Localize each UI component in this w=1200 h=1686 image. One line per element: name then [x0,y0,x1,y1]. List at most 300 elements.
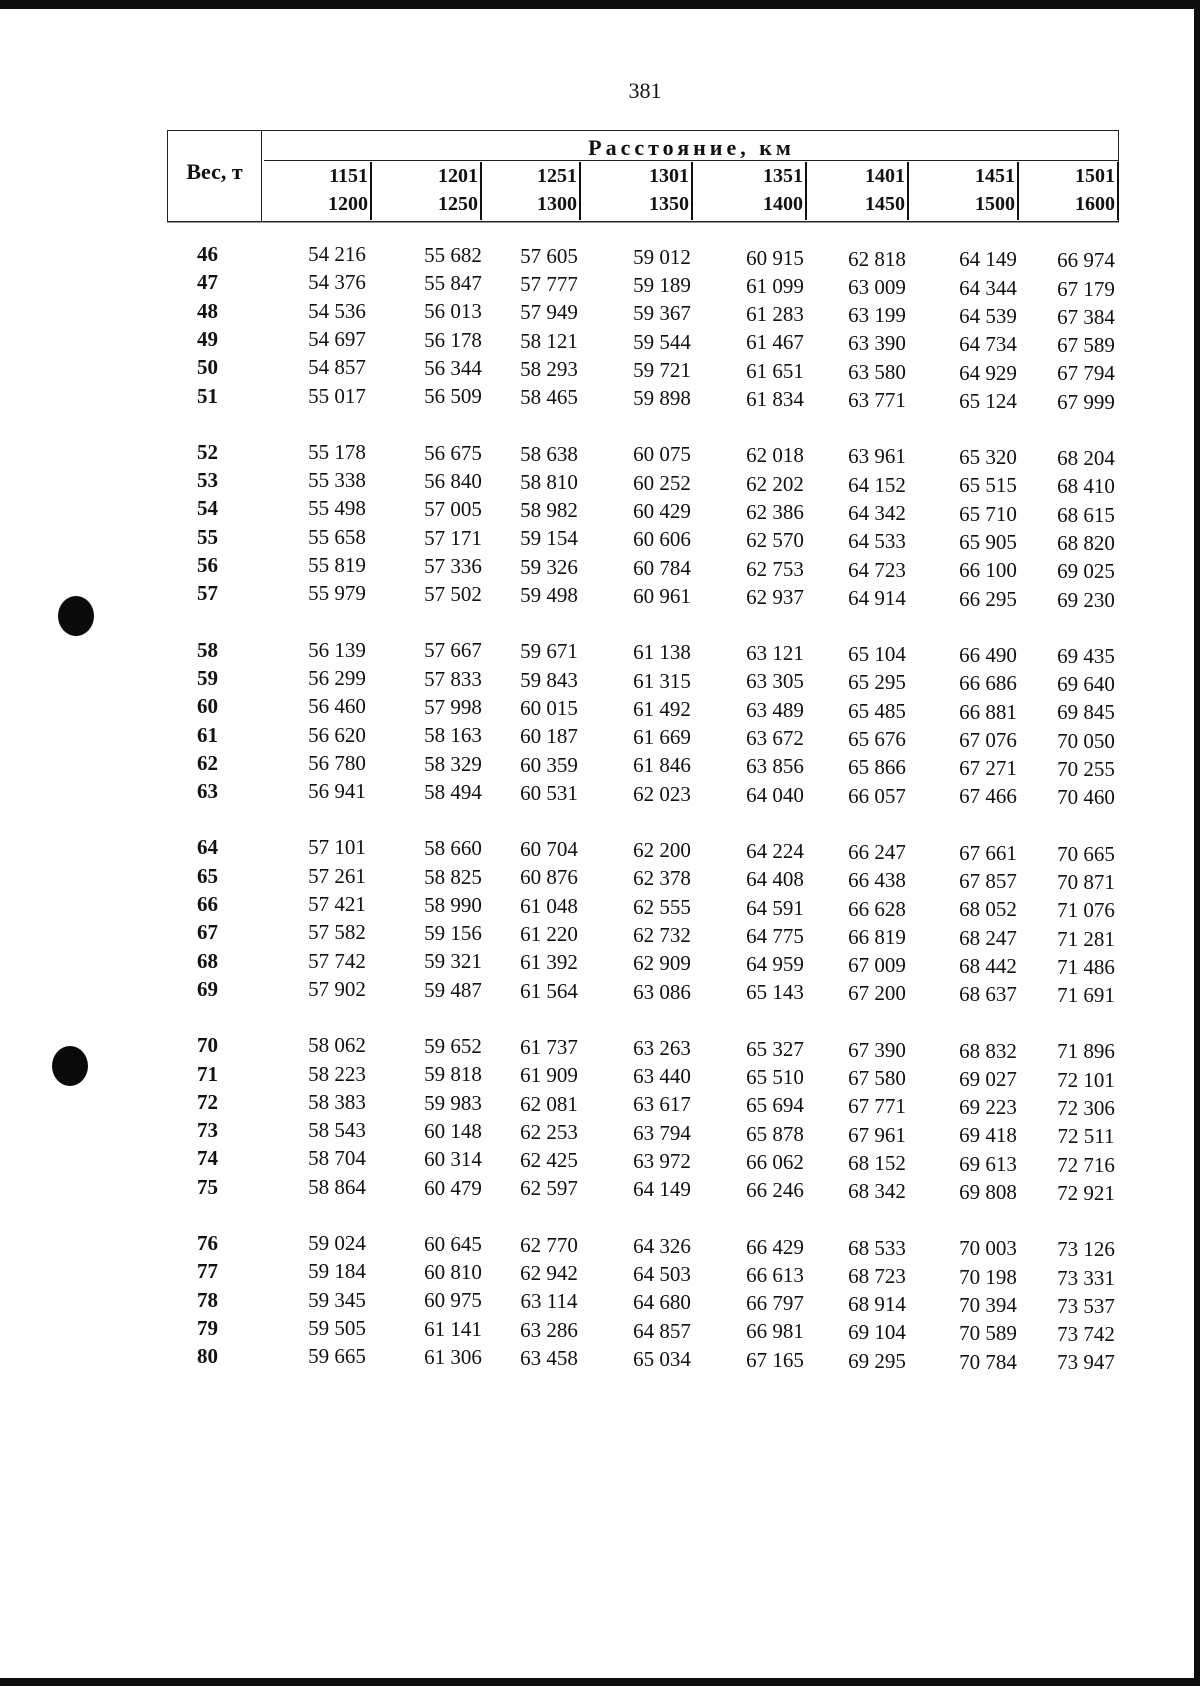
table-row [0,525,1200,553]
value-cell: 64 723 [848,557,906,582]
value-cell: 64 914 [848,585,906,610]
value-cell: 67 961 [848,1122,906,1147]
weight-cell: 67 [197,920,218,945]
value-cell: 65 320 [959,445,1017,470]
value-cell: 60 429 [633,499,691,524]
distance-range-header [377,162,482,220]
value-cell: 60 784 [633,555,691,580]
value-cell: 60 876 [520,865,578,890]
weight-cell: 53 [197,468,218,493]
value-cell: 63 458 [520,1345,578,1370]
value-cell: 57 833 [424,666,482,691]
table-row [0,355,1200,386]
range-from: 1351 [763,165,803,187]
table-header [167,130,1119,223]
table-row [0,1118,1200,1149]
weight-cell: 57 [197,581,218,606]
value-cell: 65 878 [746,1121,804,1146]
value-cell: 66 295 [959,586,1017,611]
value-cell: 63 672 [746,726,804,751]
value-cell: 57 605 [520,243,578,268]
value-cell: 70 784 [959,1349,1017,1374]
value-cell: 59 983 [424,1090,482,1115]
value-cell: 59 671 [520,639,578,664]
value-cell: 60 704 [520,837,578,862]
value-cell: 69 418 [959,1123,1017,1148]
value-cell: 58 543 [308,1118,366,1143]
value-cell: 64 680 [633,1290,691,1315]
value-cell: 58 660 [424,836,482,861]
value-cell: 57 502 [424,582,482,607]
table-row [0,1089,1200,1121]
value-cell: 62 081 [520,1091,578,1116]
value-cell: 70 871 [1057,869,1115,894]
weight-cell: 73 [197,1118,218,1143]
value-cell: 57 171 [424,525,482,550]
value-cell: 56 840 [424,468,482,493]
weight-cell: 52 [197,439,218,464]
value-cell: 60 915 [746,245,804,270]
table-body-rule [167,222,1119,223]
value-cell: 64 539 [959,303,1017,328]
value-cell: 64 408 [746,867,804,892]
value-cell: 70 460 [1057,785,1115,810]
value-cell: 65 905 [959,530,1017,555]
value-cell: 59 367 [633,301,691,326]
value-cell: 64 959 [746,952,804,977]
value-cell: 62 378 [633,866,691,891]
value-cell: 55 819 [308,553,366,577]
value-cell: 57 261 [308,863,366,888]
value-cell: 58 864 [308,1174,366,1199]
value-cell: 69 223 [959,1095,1017,1120]
value-cell: 65 143 [746,980,804,1005]
value-cell: 62 909 [633,951,691,976]
value-cell: 59 721 [633,357,691,382]
table-row [0,864,1200,892]
value-cell: 60 148 [424,1118,482,1143]
value-cell: 67 271 [959,756,1017,781]
value-cell: 60 810 [424,1260,482,1285]
range-to: 1500 [975,193,1015,215]
value-cell: 68 533 [848,1235,906,1260]
value-cell: 55 498 [308,496,366,521]
value-cell: 60 359 [520,752,578,777]
value-cell: 69 640 [1057,672,1115,697]
range-to: 1450 [865,193,905,215]
value-cell: 71 896 [1057,1039,1115,1064]
value-cell: 64 344 [959,275,1017,300]
value-cell: 63 771 [848,388,906,412]
value-cell: 72 716 [1057,1152,1115,1177]
value-cell: 59 818 [424,1062,482,1087]
value-cell: 68 820 [1057,530,1115,555]
value-cell: 61 651 [746,358,804,383]
value-cell: 70 394 [959,1292,1017,1317]
value-cell: 64 224 [746,838,804,863]
value-cell: 54 536 [308,298,366,323]
value-cell: 54 697 [308,326,366,351]
table-row [0,1033,1200,1064]
weight-cell: 61 [197,722,218,747]
table-row [0,326,1200,358]
distance-range-header [267,162,372,220]
value-cell: 63 305 [746,669,804,694]
value-cell: 61 306 [424,1345,482,1370]
value-cell: 61 220 [520,922,578,947]
value-cell: 60 252 [633,470,691,495]
value-cell: 62 570 [746,528,804,553]
weight-cell: 72 [197,1089,218,1114]
value-cell: 58 638 [520,441,578,466]
value-cell: 59 505 [308,1315,366,1340]
weight-cell: 75 [197,1174,218,1199]
value-cell: 67 179 [1057,276,1115,301]
weight-cell: 77 [197,1259,218,1284]
value-cell: 61 737 [520,1034,578,1059]
value-cell: 67 009 [848,953,906,978]
value-cell: 58 163 [424,723,482,748]
table-row [0,553,1200,584]
value-cell: 67 580 [848,1066,906,1090]
value-cell: 58 223 [308,1061,366,1086]
value-cell: 55 178 [308,439,366,464]
value-cell: 72 101 [1057,1067,1115,1092]
value-cell: 65 694 [746,1093,804,1118]
value-cell: 59 154 [520,526,578,551]
value-cell: 66 797 [746,1291,804,1316]
value-cell: 63 794 [633,1120,691,1145]
value-cell: 70 589 [959,1321,1017,1346]
value-cell: 68 410 [1057,474,1115,499]
weight-cell: 56 [197,553,218,577]
value-cell: 59 321 [424,949,482,974]
value-cell: 63 086 [633,979,691,1004]
range-to: 1300 [537,193,577,215]
header-divider [264,160,1119,161]
range-from: 1251 [537,165,577,187]
value-cell: 58 704 [308,1146,366,1171]
value-cell: 66 490 [959,642,1017,667]
weight-cell: 80 [197,1344,218,1369]
value-cell: 66 974 [1057,248,1115,273]
value-cell: 63 199 [848,303,906,328]
value-cell: 66 429 [746,1234,804,1259]
value-cell: 61 909 [520,1063,578,1088]
value-cell: 71 691 [1057,983,1115,1008]
table-row [0,439,1200,471]
value-cell: 61 315 [633,668,691,693]
weight-cell: 76 [197,1231,218,1255]
value-cell: 59 544 [633,329,691,354]
weight-cell: 62 [197,750,218,775]
value-cell: 60 314 [424,1147,482,1172]
value-cell: 61 138 [633,640,691,665]
value-cell: 70 198 [959,1264,1017,1289]
value-cell: 67 390 [848,1037,906,1062]
range-from: 1451 [975,165,1015,187]
value-cell: 66 881 [959,699,1017,724]
value-cell: 65 515 [959,473,1017,498]
value-cell: 67 076 [959,727,1017,752]
value-cell: 70 050 [1057,728,1115,753]
value-cell: 62 202 [746,471,804,496]
value-cell: 72 306 [1057,1096,1115,1121]
value-cell: 58 982 [520,498,578,523]
value-cell: 56 675 [424,440,482,465]
value-cell: 65 034 [633,1346,691,1371]
value-cell: 68 914 [848,1292,906,1317]
value-cell: 60 075 [633,442,691,467]
weight-cell: 66 [197,892,218,916]
range-from: 1151 [329,165,368,187]
distance-range-header [913,162,1019,220]
value-cell: 59 184 [308,1259,366,1284]
value-cell: 68 342 [848,1179,906,1204]
value-cell: 62 253 [520,1119,578,1144]
value-cell: 58 062 [308,1033,366,1058]
weight-column-header: Вес, т [167,131,262,221]
weight-cell: 54 [197,496,218,521]
value-cell: 60 187 [520,724,578,749]
value-cell: 69 027 [959,1066,1017,1091]
range-to: 1250 [438,193,478,215]
value-cell: 55 682 [424,242,482,267]
value-cell: 57 777 [520,272,578,297]
value-cell: 70 255 [1057,757,1115,782]
value-cell: 60 015 [520,695,578,720]
weight-cell: 71 [197,1061,218,1086]
value-cell: 62 770 [520,1232,578,1257]
weight-cell: 78 [197,1287,218,1312]
value-cell: 63 972 [633,1149,691,1174]
table-row [0,638,1200,666]
value-cell: 56 178 [424,327,482,352]
weight-cell: 49 [197,326,218,351]
value-cell: 58 990 [424,892,482,917]
value-cell: 54 376 [308,270,366,295]
value-cell: 64 326 [633,1233,691,1258]
value-cell: 61 048 [520,893,578,918]
weight-cell: 60 [197,694,218,719]
weight-cell: 68 [197,948,218,973]
value-cell: 69 104 [848,1320,906,1345]
value-cell: 59 898 [633,386,691,411]
weight-cell: 46 [197,242,218,266]
value-cell: 62 753 [746,556,804,581]
weight-cell: 59 [197,665,218,690]
value-cell: 60 479 [424,1175,482,1200]
value-cell: 59 156 [424,921,482,946]
value-cell: 64 040 [746,782,804,807]
value-cell: 68 615 [1057,502,1115,527]
value-cell: 68 832 [959,1038,1017,1063]
value-cell: 59 843 [520,667,578,692]
distance-header: Расстояние, км [588,135,795,160]
value-cell: 69 295 [848,1348,906,1373]
value-cell: 61 099 [746,273,804,298]
value-cell: 66 981 [746,1319,804,1344]
table-row [0,1175,1200,1203]
distance-range-header [486,162,581,220]
table-row [0,665,1200,697]
weight-cell: 51 [197,383,218,408]
value-cell: 73 742 [1057,1322,1115,1347]
value-cell: 73 126 [1057,1237,1115,1262]
value-cell: 55 017 [308,383,366,408]
value-cell: 58 494 [424,779,482,804]
value-cell: 68 637 [959,982,1017,1007]
value-cell: 66 100 [959,558,1017,583]
value-cell: 63 121 [746,641,804,666]
value-cell: 61 283 [746,302,804,327]
page-number: 381 [628,78,662,103]
value-cell: 64 149 [633,1177,691,1202]
value-cell: 59 189 [633,272,691,297]
value-cell: 61 467 [746,330,804,355]
value-cell: 68 052 [959,897,1017,922]
value-cell: 58 825 [424,864,482,889]
value-cell: 54 216 [308,242,366,266]
value-cell: 64 149 [959,247,1017,272]
value-cell: 60 531 [520,780,578,805]
weight-cell: 70 [197,1033,218,1058]
value-cell: 67 165 [746,1347,804,1372]
table-row [0,1231,1200,1262]
range-to: 1350 [649,193,689,215]
weight-cell: 79 [197,1315,218,1340]
value-cell: 64 533 [848,529,906,554]
value-cell: 62 732 [633,922,691,947]
weight-cell: 63 [197,779,218,804]
range-from: 1501 [1075,165,1115,187]
value-cell: 69 808 [959,1180,1017,1205]
value-cell: 55 847 [424,271,482,296]
value-cell: 65 124 [959,388,1017,413]
range-from: 1201 [438,165,478,187]
value-cell: 69 025 [1057,559,1115,584]
table-row [0,496,1200,527]
value-cell: 66 819 [848,924,906,949]
table-row [0,1259,1200,1290]
value-cell: 66 686 [959,671,1017,696]
value-cell: 59 024 [308,1231,366,1255]
table-row [0,892,1200,923]
value-cell: 59 345 [308,1287,366,1312]
table-row [0,1146,1200,1177]
value-cell: 73 947 [1057,1350,1115,1375]
value-cell: 61 834 [746,387,804,412]
value-cell: 70 003 [959,1236,1017,1261]
table-row [0,976,1200,1008]
weight-cell: 65 [197,863,218,888]
value-cell: 63 440 [633,1064,691,1089]
value-cell: 70 665 [1057,841,1115,866]
table-row [0,750,1200,782]
value-cell: 63 617 [633,1092,691,1117]
value-cell: 65 866 [848,755,906,780]
value-cell: 57 101 [308,835,366,860]
scan-border-top [0,0,1200,9]
value-cell: 62 386 [746,499,804,524]
value-cell: 61 846 [633,753,691,778]
value-cell: 57 949 [520,300,578,325]
value-cell: 57 902 [308,976,366,1001]
value-cell: 57 667 [424,638,482,663]
value-cell: 71 486 [1057,954,1115,979]
value-cell: 62 425 [520,1148,578,1173]
value-cell: 68 152 [848,1150,906,1175]
value-cell: 64 591 [746,895,804,920]
value-cell: 68 442 [959,953,1017,978]
table-row [0,1288,1200,1316]
value-cell: 63 390 [848,331,906,356]
value-cell: 67 794 [1057,361,1115,386]
weight-cell: 55 [197,524,218,549]
table-row [0,242,1200,273]
value-cell: 66 057 [848,783,906,808]
value-cell: 60 606 [633,527,691,552]
value-cell: 59 498 [520,583,578,608]
value-cell: 73 537 [1057,1293,1115,1318]
value-cell: 71 076 [1057,898,1115,923]
value-cell: 65 104 [848,642,906,667]
value-cell: 57 582 [308,920,366,945]
weight-cell: 48 [197,298,218,323]
value-cell: 59 326 [520,554,578,579]
table-row [0,468,1200,499]
value-cell: 66 247 [848,839,906,864]
value-cell: 69 435 [1057,643,1115,668]
value-cell: 67 999 [1057,389,1115,414]
value-cell: 65 485 [848,698,906,723]
value-cell: 56 620 [308,722,366,747]
value-cell: 65 295 [848,670,906,695]
value-cell: 64 342 [848,500,906,525]
value-cell: 56 013 [424,299,482,324]
value-cell: 62 023 [633,781,691,806]
value-cell: 57 421 [308,892,366,916]
range-to: 1400 [763,193,803,215]
value-cell: 58 121 [520,328,578,353]
value-cell: 55 979 [308,581,366,606]
weight-cell: 50 [197,355,218,380]
value-cell: 67 466 [959,784,1017,809]
weight-cell: 58 [197,637,218,662]
value-cell: 61 141 [424,1316,482,1341]
value-cell: 72 511 [1057,1124,1115,1149]
value-cell: 66 628 [848,896,906,921]
value-cell: 64 857 [633,1318,691,1343]
value-cell: 58 383 [308,1089,366,1114]
value-cell: 69 845 [1057,700,1115,725]
value-cell: 67 857 [959,869,1017,894]
value-cell: 57 742 [308,948,366,973]
value-cell: 58 810 [520,469,578,494]
range-from: 1401 [865,165,905,187]
value-cell: 65 676 [848,727,906,751]
value-cell: 60 961 [633,583,691,608]
value-cell: 64 929 [959,360,1017,385]
value-cell: 56 344 [424,356,482,381]
table-row [0,270,1200,301]
range-to: 1600 [1075,193,1115,215]
value-cell: 69 230 [1057,587,1115,612]
value-cell: 67 661 [959,840,1017,865]
value-cell: 57 005 [424,497,482,522]
value-cell: 61 392 [520,950,578,975]
table-row [0,299,1200,327]
